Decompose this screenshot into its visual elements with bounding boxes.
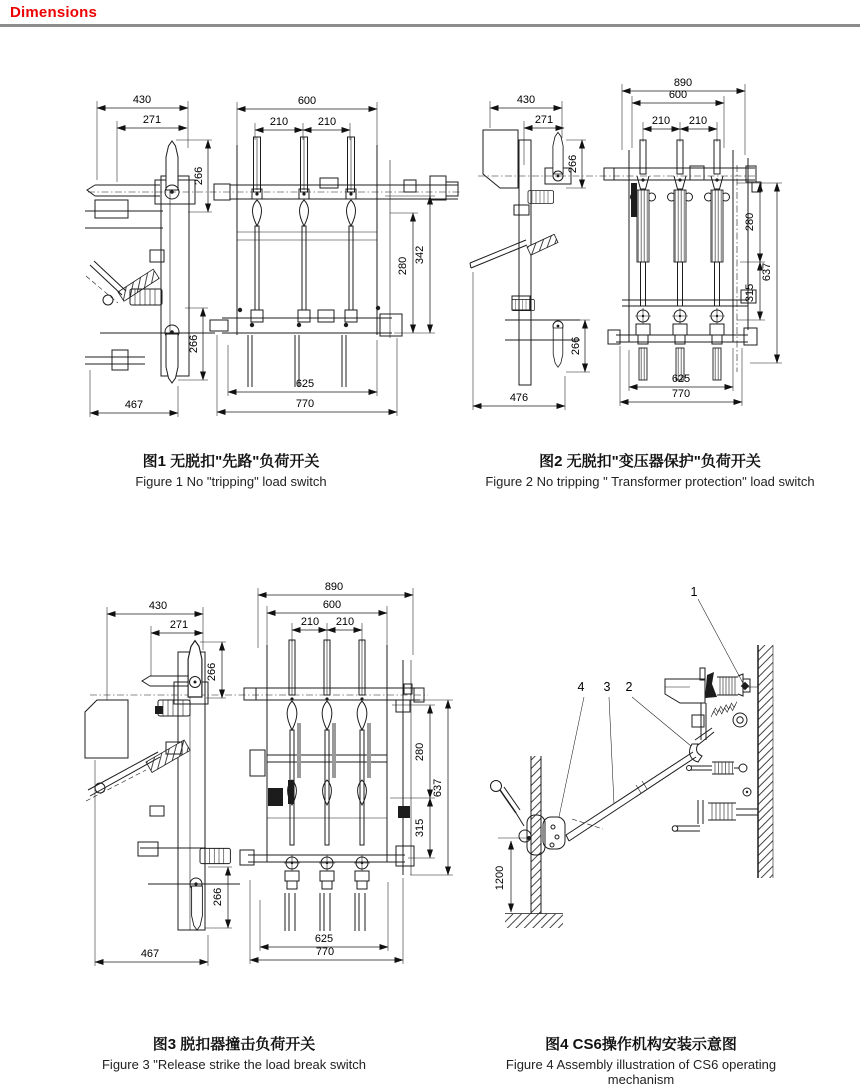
figure1-dimensions [90,94,435,417]
dim-fig1-625: 625 [295,378,315,390]
callout-3: 3 [603,680,611,694]
dim-fig3-271: 271 [169,619,189,631]
dim-fig1-600: 600 [297,95,317,107]
dim-fig1-770: 770 [295,398,315,410]
figure1-caption-zh: 图1 无脱扣"先路"负荷开关 [142,453,320,470]
dim-fig2-271: 271 [534,114,554,126]
dim-fig3-266-lower: 266 [212,887,224,907]
figure2-side-view [470,130,580,385]
dim-fig2-315: 315 [744,283,756,303]
figure4-connecting-rod [566,752,696,841]
dim-fig1-342: 342 [414,245,426,265]
figure4-caption-en: Figure 4 Assembly illustration of CS6 operating mechanism [505,1057,777,1087]
figure2-drawing [470,77,782,410]
dim-fig2-600: 600 [668,89,688,101]
dim-fig1-280: 280 [397,256,409,276]
figure4-caption [471,1033,811,1087]
dim-fig3-210a: 210 [300,616,320,628]
figure1-drawing [85,94,462,417]
figure3-front-view [240,640,424,931]
dim-fig3-266-upper: 266 [206,662,218,682]
dim-fig3-430: 430 [148,600,168,612]
figure4-wall [758,645,773,878]
figure3-caption-en: Figure 3 "Release strike the load break switch [101,1057,367,1072]
callout-2: 2 [625,680,633,694]
dim-fig3-600: 600 [322,599,342,611]
figure3-caption [64,1033,404,1072]
dim-fig2-210a: 210 [651,115,671,127]
dim-fig2-476: 476 [509,392,529,404]
dim-fig2-770: 770 [671,388,691,400]
dim-fig1-266-upper: 266 [193,166,205,186]
figure2-caption-en: Figure 2 No tripping " Transformer protection" load switch [485,474,815,489]
callout-1: 1 [690,585,698,599]
dim-fig3-890: 890 [324,581,344,593]
figure3-side-view [85,641,240,930]
dim-fig3-467: 467 [140,948,160,960]
figure4-caption-zh: 图4 CS6操作机构安装示意图 [545,1036,737,1053]
dim-fig2-890: 890 [673,77,693,89]
figure1-caption [61,450,401,489]
figure4-pole [505,756,563,928]
dim-fig3-770: 770 [315,946,335,958]
figure4-switch-assembly [665,668,758,831]
dim-fig4-1200: 1200 [494,865,506,891]
dim-fig2-266-lower: 266 [570,336,582,356]
figure4-operating-handle [491,781,604,856]
dim-fig2-266-upper: 266 [567,154,579,174]
figure3-dimensions [95,581,453,966]
dim-fig1-271: 271 [142,114,162,126]
figure3-caption-zh: 图3 脱扣器撞击负荷开关 [152,1036,316,1053]
dim-fig2-210b: 210 [688,115,708,127]
callout-4: 4 [577,680,585,694]
dim-fig2-430: 430 [516,94,536,106]
figure2-caption [480,450,820,489]
page-title: Dimensions [10,4,98,21]
figure1-caption-en: Figure 1 No "tripping" load switch [135,474,327,489]
figure2-caption-zh: 图2 无脱扣"变压器保护"负荷开关 [539,453,761,470]
dim-fig3-210b: 210 [335,616,355,628]
figure3-drawing [85,581,453,966]
dim-fig3-280: 280 [414,742,426,762]
dim-fig2-280: 280 [744,212,756,232]
dim-fig1-467: 467 [124,399,144,411]
dim-fig3-315: 315 [414,818,426,838]
dim-fig2-637: 637 [761,262,773,282]
dim-fig2-625: 625 [671,373,691,385]
dim-fig1-430: 430 [132,94,152,106]
dim-fig3-625: 625 [314,933,334,945]
dim-fig1-266-lower: 266 [188,334,200,354]
dim-fig3-637: 637 [432,778,444,798]
dim-fig1-210b: 210 [317,116,337,128]
figure4-drawing [491,585,774,928]
dim-fig1-210a: 210 [269,116,289,128]
